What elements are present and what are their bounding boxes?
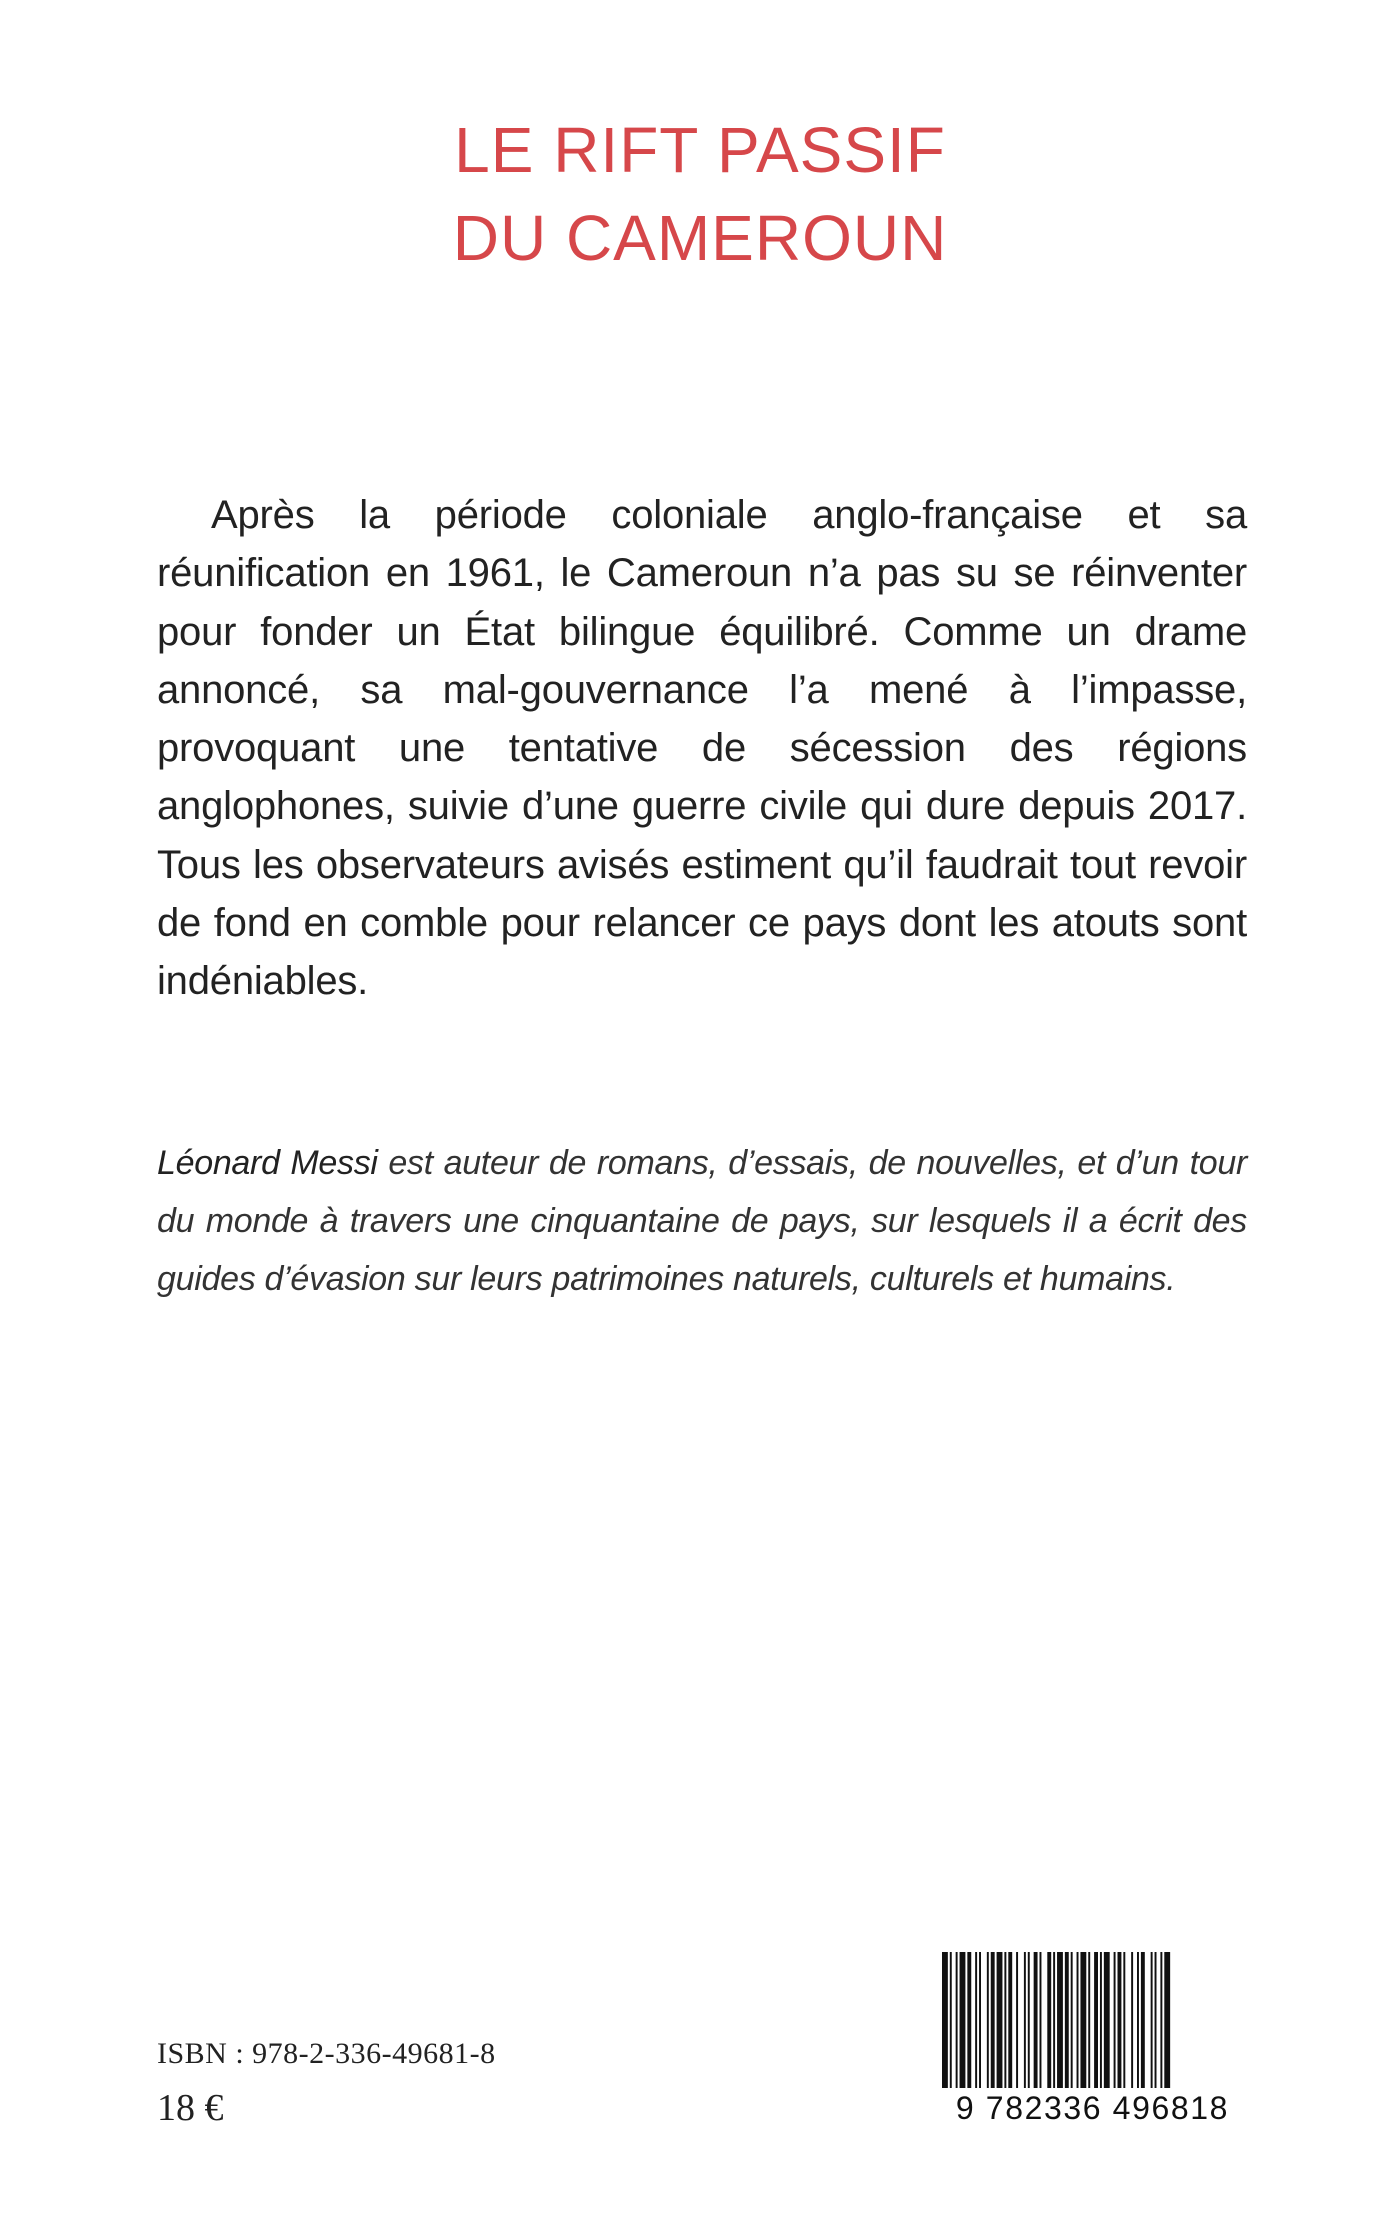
barcode-bar [1118, 1952, 1122, 2102]
barcode-bar [1114, 1952, 1116, 2102]
barcode-bar [950, 1952, 952, 2102]
price: 18 € [157, 2087, 224, 2129]
book-title-line-1: LE RIFT PASSIF [454, 114, 946, 186]
barcode-bar [1164, 1952, 1170, 2102]
barcode-bar [1024, 1952, 1026, 2102]
barcode-bar [987, 1952, 989, 2102]
barcode-bar [1104, 1952, 1110, 2102]
barcode-bar [1137, 1952, 1139, 2102]
barcode-bar [1088, 1952, 1090, 2102]
barcode-bar [1071, 1952, 1073, 2102]
barcode-bar [991, 1952, 995, 2102]
barcode-bar [1008, 1952, 1012, 2102]
barcode-bar [1004, 1952, 1006, 2102]
barcode-bar [1155, 1952, 1157, 2102]
barcode-bar [997, 1952, 1003, 2102]
barcode-bar [1100, 1952, 1102, 2102]
barcode-bar [1040, 1952, 1042, 2102]
isbn: ISBN : 978-2-336-49681-8 [157, 2037, 496, 2070]
barcode-bar [1123, 1952, 1125, 2102]
barcode-bar [967, 1952, 971, 2102]
barcode-bar [956, 1952, 958, 2102]
barcode-digits: 9 782336 496818 [940, 2088, 1245, 2128]
barcode-bar [1094, 1952, 1098, 2102]
barcode-bar [1077, 1952, 1079, 2102]
barcode-bar [1034, 1952, 1038, 2102]
author-bio-text: est auteur de romans, d’essais, de nouvelles, et d’un tour du monde à travers une cinquantaine de pays, sur lesquels il a écrit des guides d’évasion sur leurs patrimoines naturels, culturels et humains. [157, 1144, 1247, 1298]
barcode-bar [975, 1952, 977, 2102]
barcode-bar [1016, 1952, 1018, 2102]
barcode-bar [1053, 1952, 1055, 2102]
barcode-bar [960, 1952, 966, 2102]
barcode-bar [1047, 1952, 1051, 2102]
barcode-bar [1141, 1952, 1145, 2102]
barcode-bar [1151, 1952, 1153, 2102]
book-summary: Après la période coloniale anglo-française et sa réunification en 1961, le Cameroun n’a pas su se réinventer pour fonder un État bilingue équilibré. Comme un drame annoncé, sa mal-gouvernance l’a mené à l’impasse, provoquant une tentative de sécession des régions anglophones, suivie d’une guerre civile qui dure depuis 2017. Tous les observateurs avisés estiment qu’il faudrait tout revoir de fond en comble pour relancer ce pays dont les atouts sont indéniables. [157, 493, 1247, 1004]
barcode-bar [942, 1952, 948, 2102]
barcode [940, 1950, 1245, 2128]
barcode-bar [1028, 1952, 1030, 2102]
barcode-bar [1057, 1952, 1063, 2102]
barcode-bar [979, 1952, 981, 2102]
barcode-bar [1080, 1952, 1086, 2102]
author-bio [157, 1134, 1247, 1308]
barcode-bar [1160, 1952, 1162, 2102]
barcode-bar [1131, 1952, 1133, 2102]
book-title-line-2: DU CAMEROUN [452, 202, 948, 274]
barcode-bar [1065, 1952, 1069, 2102]
author-name: Léonard Messi [157, 1144, 378, 1182]
